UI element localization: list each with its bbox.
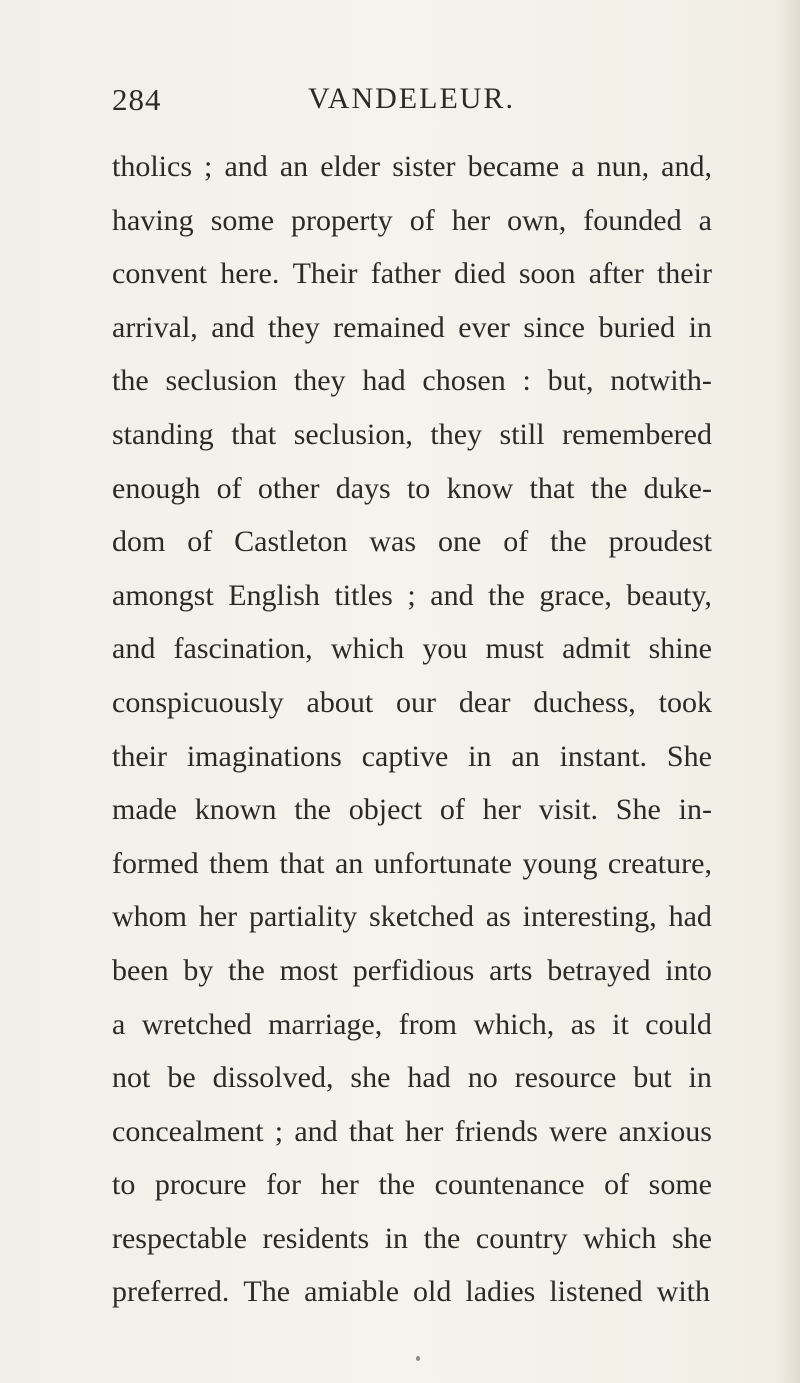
text-line: arrival, and they remained ever since buried in: [112, 310, 712, 344]
text-line: to procure for her the countenance of some: [112, 1168, 712, 1202]
text-line: conspicuously about our dear duchess, took: [112, 685, 712, 719]
body-text: [112, 140, 712, 1319]
text-line: respectable residents in the country which she: [112, 1221, 712, 1255]
text-line: formed them that an unfortunate young creature,: [112, 846, 712, 880]
text-line: their imaginations captive in an instant. She: [112, 739, 712, 773]
text-line: tholics ; and an elder sister became a nun, and,: [112, 150, 712, 183]
text-line: having some property of her own, founded a: [112, 203, 712, 237]
running-head: [112, 82, 712, 122]
text-line: convent here. Their father died soon after their: [112, 257, 712, 291]
text-line: been by the most perfidious arts betrayed into: [112, 953, 712, 987]
text-line: enough of other days to know that the duke-: [112, 471, 712, 505]
page-number: 284: [112, 82, 162, 117]
print-speck: [416, 1356, 420, 1361]
text-line: a wretched marriage, from which, as it could: [112, 1007, 712, 1041]
text-line: and fascination, which you must admit shine: [112, 632, 712, 666]
page-edge-shadow: [774, 0, 800, 1383]
text-line: the seclusion they had chosen : but, notwith-: [112, 364, 712, 398]
text-line: made known the object of her visit. She in-: [112, 793, 712, 827]
text-line: preferred. The amiable old ladies listened with: [112, 1275, 710, 1309]
text-line: amongst English titles ; and the grace, beauty,: [112, 578, 712, 612]
text-line: dom of Castleton was one of the proudest: [112, 525, 712, 559]
running-title: VANDELEUR.: [308, 82, 515, 115]
text-line: standing that seclusion, they still remembered: [112, 417, 712, 451]
text-line: not be dissolved, she had no resource but in: [112, 1061, 712, 1095]
text-line: concealment ; and that her friends were anxious: [112, 1114, 712, 1148]
text-line: whom her partiality sketched as interesting, had: [112, 900, 712, 934]
